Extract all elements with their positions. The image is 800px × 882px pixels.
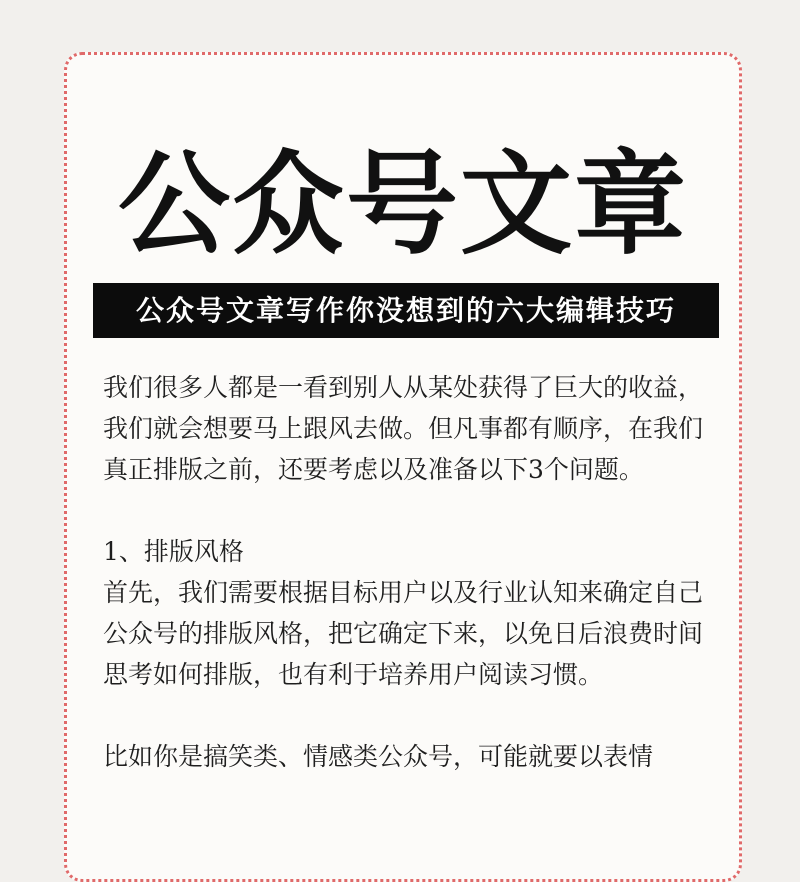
article-card bbox=[64, 52, 742, 882]
paragraph-gap bbox=[103, 695, 713, 736]
paragraph-gap bbox=[103, 490, 713, 531]
example-paragraph: 比如你是搞笑类、情感类公众号，可能就要以表情 bbox=[103, 742, 654, 771]
article-body bbox=[103, 367, 713, 777]
section-paragraph: 首先，我们需要根据目标用户以及行业认知来确定自己公众号的排版风格，把它确定下来，以免日后浪费时间思考如何排版，也有利于培养用户阅读习惯。 bbox=[103, 578, 704, 689]
subtitle-text: 公众号文章写作你没想到的六大编辑技巧 bbox=[135, 294, 676, 327]
section-heading: 1、排版风格 bbox=[103, 537, 244, 566]
subtitle-banner bbox=[93, 283, 719, 338]
article-title: 公众号文章 bbox=[118, 140, 688, 270]
intro-paragraph: 我们很多人都是一看到别人从某处获得了巨大的收益，我们就会想要马上跟风去做。但凡事都有顺序，在我们真正排版之前，还要考虑以及准备以下3个问题。 bbox=[103, 373, 704, 484]
